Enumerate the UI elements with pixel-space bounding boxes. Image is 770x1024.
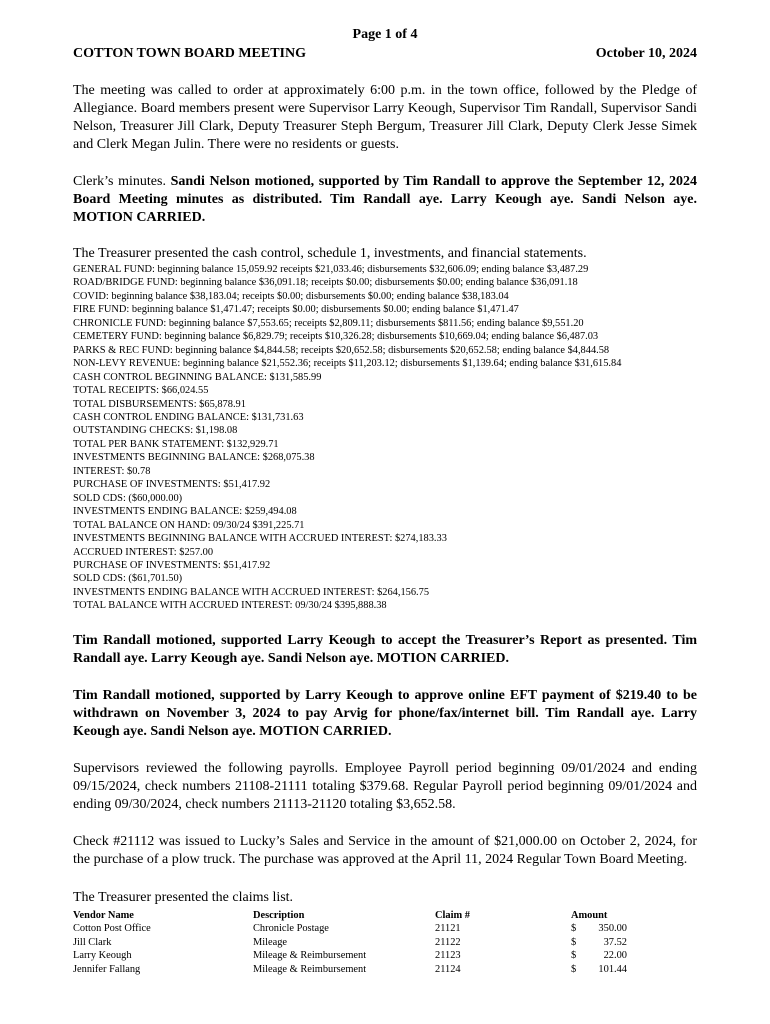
- description-cell: Mileage & Reimbursement: [253, 963, 367, 975]
- description-cell: Chronicle Postage: [253, 923, 329, 935]
- check-paragraph: Check #21112 was issued to Lucky’s Sales and Service in the amount of $21,000.00 on October 2, 2024, for the purchase of a plow truck. The purchase was approved at the April 11, 2024 Regular Town Board Meeting.: [73, 833, 697, 867]
- table-row: [73, 922, 697, 936]
- fund-line: TOTAL DISBURSEMENTS: $65,878.91: [73, 398, 246, 410]
- intro-paragraph: The meeting was called to order at approximately 6:00 p.m. in the town office, followed by the Pledge of Allegiance. Board members present were Supervisor Larry Keough, Supervisor Tim Randall, Supervisor Sandi Nelson, Treasurer Jill Clark, Deputy Treasurer Steph Bergum, Treasurer Jill Clark, Deputy Clerk Jesse Simek and Clerk Megan Julin. There were no residents or guests.: [73, 83, 697, 152]
- fund-line: GENERAL FUND: beginning balance 15,059.92 receipts $21,033.46; disbursements $32,606.09; ending balance $3,487.29: [73, 264, 589, 275]
- fund-list: [73, 263, 697, 613]
- fund-line: OUTSTANDING CHECKS: $1,198.08: [73, 425, 238, 437]
- fund-line: TOTAL BALANCE ON HAND: 09/30/24 $391,225.71: [73, 519, 305, 531]
- claim-number-cell: 21121: [435, 923, 461, 935]
- fund-line: CASH CONTROL ENDING BALANCE: $131,731.63: [73, 411, 304, 423]
- amount-value: 37.52: [603, 936, 627, 948]
- description-cell: Mileage: [253, 936, 288, 948]
- fund-line: PURCHASE OF INVESTMENTS: $51,417.92: [73, 479, 271, 491]
- fund-line: INTEREST: $0.78: [73, 465, 151, 477]
- fund-line: CHRONICLE FUND: beginning balance $7,553.65; receipts $2,809.11; disbursements $811.56; ending balance $9,551.20: [73, 317, 584, 329]
- currency-symbol: $: [571, 936, 577, 948]
- fund-line: PARKS & REC FUND: beginning balance $4,844.58; receipts $20,652.58; disbursements $20,652.58; ending balance $4,844.58: [73, 344, 610, 356]
- clerk-minutes-paragraph: [73, 173, 697, 227]
- amount-cell: [571, 949, 697, 963]
- table-row: [73, 936, 697, 950]
- eft-motion: Tim Randall motioned, supported by Larry Keough to approve online EFT payment of $219.40 to be withdrawn on November 3, 2024 to pay Arvig for phone/fax/internet bill. Tim Randall aye. Larry Keough aye. Sandi Nelson aye. MOTION CARRIED.: [73, 687, 697, 739]
- column-header: Amount: [571, 909, 608, 921]
- amount-cell: [571, 936, 697, 950]
- fund-line: ACCRUED INTEREST: $257.00: [73, 546, 214, 558]
- amount-value: 350.00: [598, 923, 627, 935]
- clerk-minutes-lead: Clerk’s minutes.: [73, 174, 171, 189]
- claims-table: [73, 909, 697, 977]
- table-row: [73, 963, 697, 977]
- fund-line: ROAD/BRIDGE FUND: beginning balance $36,091.18; receipts $0.00; disbursements $0.00; ending balance $36,091.18: [73, 277, 578, 289]
- amount-value: 22.00: [603, 950, 627, 962]
- vendor-cell: Jill Clark: [73, 936, 112, 948]
- fund-line: INVESTMENTS BEGINNING BALANCE: $268,075.38: [73, 452, 315, 464]
- column-header: Vendor Name: [73, 909, 134, 921]
- payrolls-paragraph: Supervisors reviewed the following payrolls. Employee Payroll period beginning 09/01/2024 and ending 09/15/2024, check numbers 21108-21111 totaling $379.68. Regular Payroll period beginning 09/01/2024 and ending 09/30/2024, check numbers 21113-21120 totaling $3,652.58.: [73, 760, 697, 812]
- treasurer-report-motion: Tim Randall motioned, supported Larry Keough to accept the Treasurer’s Report as presented. Tim Randall aye. Larry Keough aye. Sandi Nelson aye. MOTION CARRIED.: [73, 632, 697, 666]
- document-header: [73, 45, 697, 62]
- amount-cell: [571, 963, 697, 977]
- table-row: [73, 949, 697, 963]
- claims-intro: The Treasurer presented the claims list.: [73, 889, 294, 905]
- clerk-minutes-motion: Sandi Nelson motioned, supported by Tim Randall to approve the September 12, 2024 Board Meeting minutes as distributed. Tim Randall aye. Larry Keough aye. Sandi Nelson aye. MOTION CARRIED.: [73, 174, 697, 225]
- fund-line: CASH CONTROL BEGINNING BALANCE: $131,585.99: [73, 371, 322, 383]
- claim-number-cell: 21123: [435, 950, 461, 962]
- fund-line: SOLD CDS: ($60,000.00): [73, 492, 183, 504]
- fund-line: INVESTMENTS ENDING BALANCE WITH ACCRUED INTEREST: $264,156.75: [73, 586, 430, 598]
- column-header: Claim #: [435, 909, 470, 921]
- fund-line: INVESTMENTS BEGINNING BALANCE WITH ACCRUED INTEREST: $274,183.33: [73, 533, 447, 545]
- fund-line: TOTAL PER BANK STATEMENT: $132,929.71: [73, 438, 279, 450]
- fund-line: INVESTMENTS ENDING BALANCE: $259,494.08: [73, 506, 297, 518]
- document-page: [73, 26, 697, 976]
- meeting-date: October 10, 2024: [595, 46, 697, 61]
- claim-number-cell: 21122: [435, 936, 461, 948]
- fund-line: SOLD CDS: ($61,701.50): [73, 573, 183, 585]
- currency-symbol: $: [571, 963, 577, 975]
- claim-number-cell: 21124: [435, 963, 461, 975]
- fund-line: TOTAL BALANCE WITH ACCRUED INTEREST: 09/30/24 $395,888.38: [73, 600, 387, 612]
- fund-line: CEMETERY FUND: beginning balance $6,829.79; receipts $10,326.28; disbursements $10,669.04; ending balance $6,487.03: [73, 331, 599, 343]
- vendor-cell: Larry Keough: [73, 950, 132, 962]
- fund-line: COVID: beginning balance $38,183.04; receipts $0.00; disbursements $0.00; ending balance $38,183.04: [73, 290, 509, 302]
- meeting-title: COTTON TOWN BOARD MEETING: [73, 46, 306, 61]
- vendor-cell: Jennifer Fallang: [73, 963, 141, 975]
- currency-symbol: $: [571, 950, 577, 962]
- fund-line: FIRE FUND: beginning balance $1,471.47; receipts $0.00; disbursements $0.00; ending balance $1,471.47: [73, 304, 519, 316]
- amount-cell: [571, 922, 697, 936]
- fund-line: NON-LEVY REVENUE: beginning balance $21,552.36; receipts $11,203.12; disbursements $1,139.64; ending balance $31,615.84: [73, 358, 622, 370]
- fund-line: PURCHASE OF INVESTMENTS: $51,417.92: [73, 559, 271, 571]
- treasurer-intro: The Treasurer presented the cash control, schedule 1, investments, and financial statements.: [73, 246, 587, 261]
- vendor-cell: Cotton Post Office: [73, 923, 151, 935]
- description-cell: Mileage & Reimbursement: [253, 950, 367, 962]
- amount-value: 101.44: [598, 963, 627, 975]
- column-header: Description: [253, 909, 305, 921]
- fund-line: TOTAL RECEIPTS: $66,024.55: [73, 385, 209, 397]
- page-number: Page 1 of 4: [352, 27, 418, 42]
- currency-symbol: $: [571, 923, 577, 935]
- claims-header-row: [73, 909, 697, 923]
